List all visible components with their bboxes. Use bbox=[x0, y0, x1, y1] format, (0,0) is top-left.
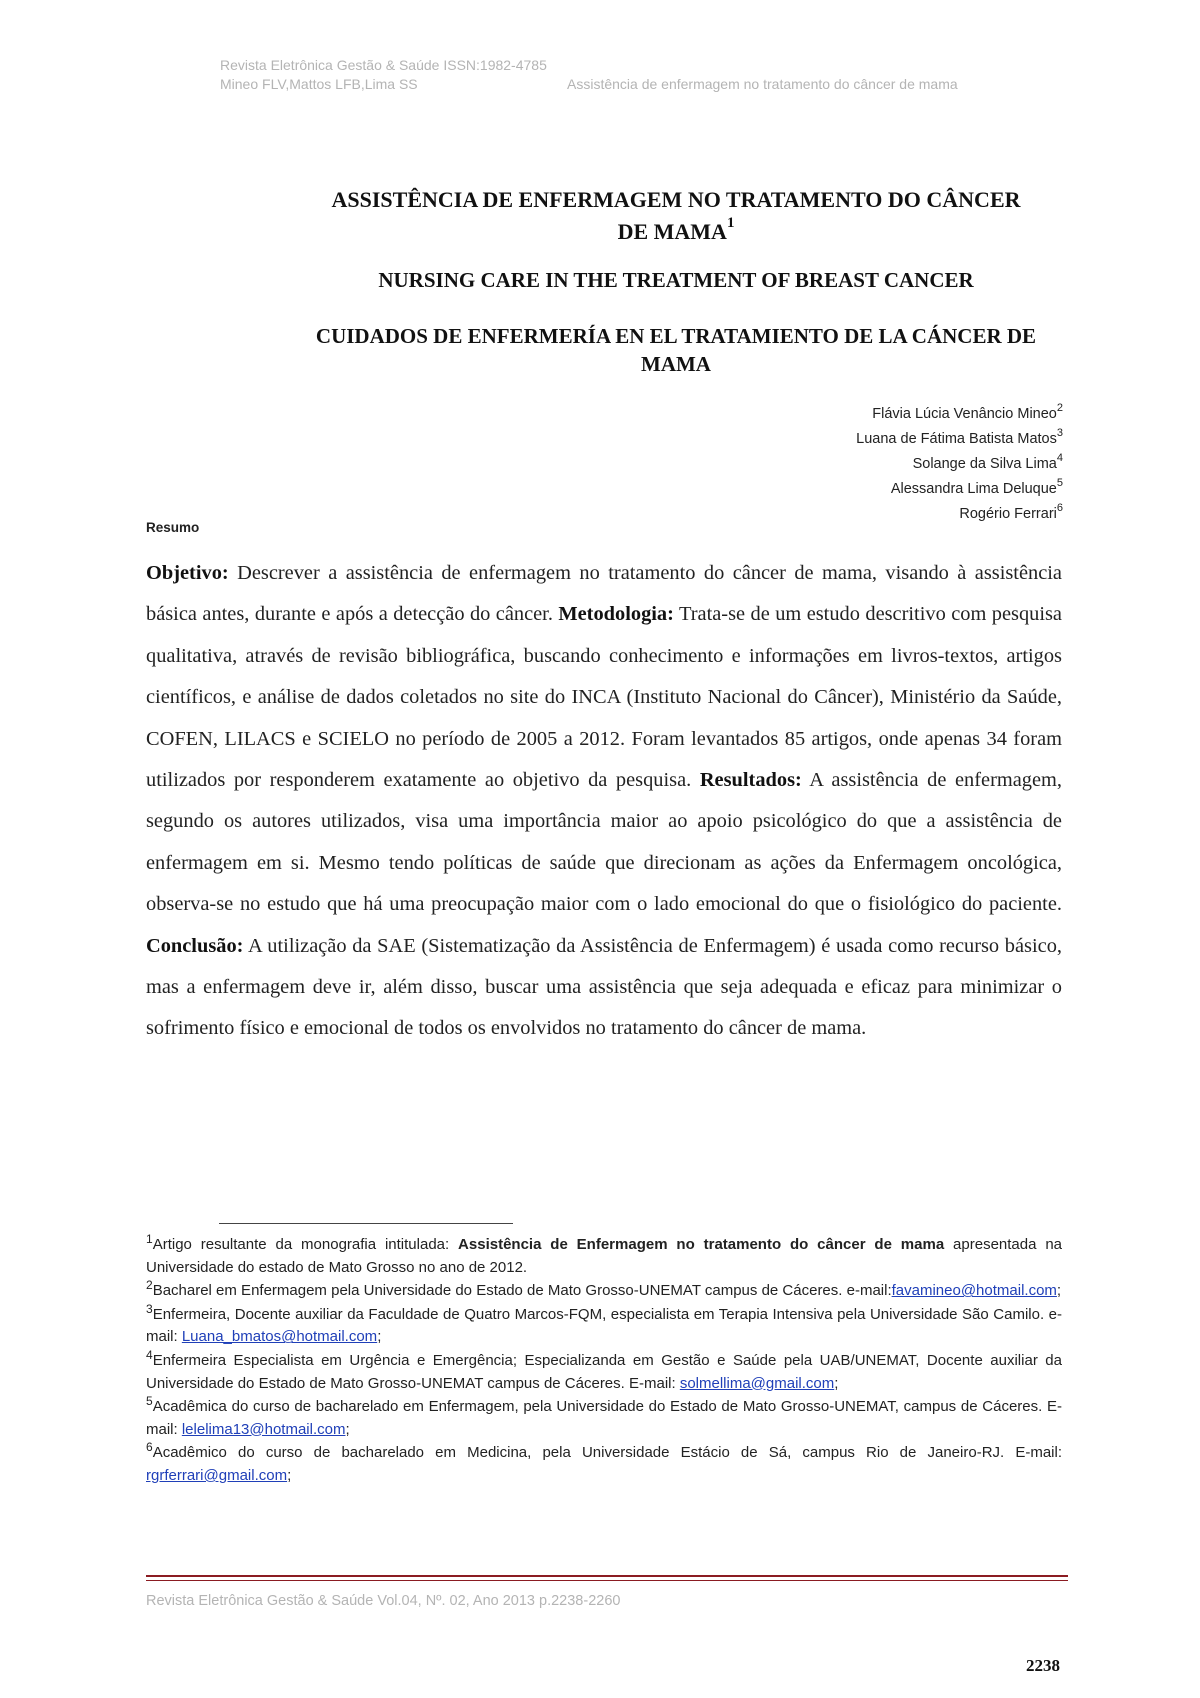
footnote-6: $^6$Acadêmico do curso de bacharelado em Medicina, pela Universidade Estácio de Sá, campus Rio de Janeiro-RJ. E-mail: rgrferrari@gmail.com; bbox=[146, 1440, 1062, 1484]
title-portuguese-line1: ASSISTÊNCIA DE ENFERMAGEM NO TRATAMENTO DO CÂNCER bbox=[331, 187, 1021, 212]
footnote-2: $^2$Bacharel em Enfermagem pela Universidade do Estado de Mato Grosso-UNEMAT campus de Cáceres. e-mail:favamineo@hotmail.com; bbox=[146, 1278, 1062, 1300]
author-item: Alessandra Lima Deluque$^5$ bbox=[890, 477, 1063, 497]
author-item: Flávia Lúcia Venâncio Mineo$^2$ bbox=[872, 402, 1063, 422]
running-header-journal: Revista Eletrônica Gestão & Saúde ISSN:1982-4785 bbox=[220, 57, 547, 73]
metodologia-text: Trata-se de um estudo descritivo com pesquisa qualitativa, através de revisão bibliográfica, buscando conhecimento e informações em livros-textos, artigos científicos, e análise de dados coletados no site do INCA (Instituto Nacional do Câncer), Ministério da Saúde, COFEN, LILACS e SCIELO no período de 2005 a 2012. Foram levantados 85 artigos, onde apenas 34 foram utilizados por responderem exatamente ao objetivo da pesquisa. bbox=[146, 603, 1062, 792]
running-header-short-title: Assistência de enfermagem no tratamento do câncer de mama bbox=[567, 76, 958, 92]
title-spanish-line2: MAMA bbox=[641, 352, 711, 376]
footnote-3: $^3$Enfermeira, Docente auxiliar da Faculdade de Quatro Marcos-FQM, especialista em Terapia Intensiva pela Universidade São Camilo. e-mail: Luana_bmatos@hotmail.com; bbox=[146, 1301, 1062, 1346]
title-portuguese bbox=[146, 184, 1200, 248]
running-header-authors: Mineo FLV,Mattos LFB,Lima SS bbox=[220, 76, 418, 92]
author-item: Luana de Fátima Batista Matos$^3$ bbox=[856, 427, 1063, 447]
title-portuguese-line2: DE MAMA bbox=[617, 219, 727, 244]
title-english: NURSING CARE IN THE TREATMENT OF BREAST CANCER bbox=[378, 268, 974, 292]
author-item: Solange da Silva Lima$^4$ bbox=[912, 452, 1063, 472]
running-header bbox=[220, 56, 958, 94]
abstract-label: Resumo bbox=[146, 520, 200, 535]
footnote-4: $^4$Enfermeira Especialista em Urgência e Emergência; Especializanda em Gestão e Saúde pela UAB/UNEMAT, Docente auxiliar da Universidade do Estado de Mato Grosso-UNEMAT campus de Cáceres. E-mail: solmellima@gmail.com; bbox=[146, 1347, 1062, 1392]
objetivo-label: Objetivo: bbox=[146, 562, 229, 584]
footnotes bbox=[146, 1234, 1062, 1489]
footer-rule-thin bbox=[146, 1580, 1068, 1581]
journal-footer: Revista Eletrônica Gestão & Saúde Vol.04, Nº. 02, Ano 2013 p.2238-2260 bbox=[146, 1593, 621, 1609]
abstract-body bbox=[146, 553, 1062, 1050]
author-item: Rogério Ferrari$^6$ bbox=[959, 502, 1063, 522]
email-link[interactable]: lelelima13@hotmail.com bbox=[181, 1420, 346, 1438]
conclusao-label: Conclusão: bbox=[146, 934, 244, 957]
conclusao-text: A utilização da SAE (Sistematização da Assistência de Enfermagem) é usada como recurso básico, mas a enfermagem deve ir, além disso, buscar uma assistência que seja adequada e eficaz para minimizar o sofrimento físico e emocional de todos os envolvidos no tratamento do câncer de mama. bbox=[146, 934, 1062, 1040]
footer-rule bbox=[146, 1575, 1068, 1577]
email-link[interactable]: rgrferrari@gmail.com bbox=[146, 1466, 288, 1484]
resultados-label: Resultados: bbox=[699, 769, 802, 792]
footnote-1: $^1$Artigo resultante da monografia intitulada: Assistência de Enfermagem no tratamento do câncer de mama apresentada na Universidade do estado de Mato Grosso no ano de 2012. bbox=[146, 1232, 1063, 1276]
resultados-text: A assistência de enfermagem, segundo os autores utilizados, visa uma importância maior ao apoio psicológico do que a assistência de enfermagem em si. Mesmo tendo políticas de saúde que direcionam as ações da Enfermagem oncológica, observa-se no estudo que há uma preocupação maior com o lado emocional do que o fisiológico do paciente. bbox=[146, 769, 1062, 916]
page-number: 2238 bbox=[1026, 1656, 1060, 1675]
footnote-5: $^5$Acadêmica do curso de bacharelado em Enfermagem, pela Universidade do Estado de Mato Grosso-UNEMAT, campus de Cáceres. E-mail: lelelima13@hotmail.com; bbox=[146, 1394, 1062, 1438]
footnote-divider bbox=[219, 1223, 513, 1224]
metodologia-label: Metodologia: bbox=[558, 603, 674, 626]
email-link[interactable]: solmellima@gmail.com bbox=[679, 1374, 835, 1392]
title-spanish bbox=[146, 322, 1200, 378]
objetivo-text: Descrever a assistência de enfermagem no tratamento do câncer de mama, visando à assistência básica antes, durante e após a detecção do câncer. bbox=[146, 562, 1062, 626]
email-link[interactable]: favamineo@hotmail.com bbox=[891, 1282, 1057, 1300]
email-link[interactable]: Luana_bmatos@hotmail.com bbox=[181, 1328, 378, 1346]
author-list bbox=[856, 402, 1063, 527]
title-footnote-mark[interactable]: 1 bbox=[726, 215, 735, 231]
title-spanish-line1: CUIDADOS DE ENFERMERÍA EN EL TRATAMIENTO DE LA CÁNCER DE bbox=[315, 324, 1037, 348]
